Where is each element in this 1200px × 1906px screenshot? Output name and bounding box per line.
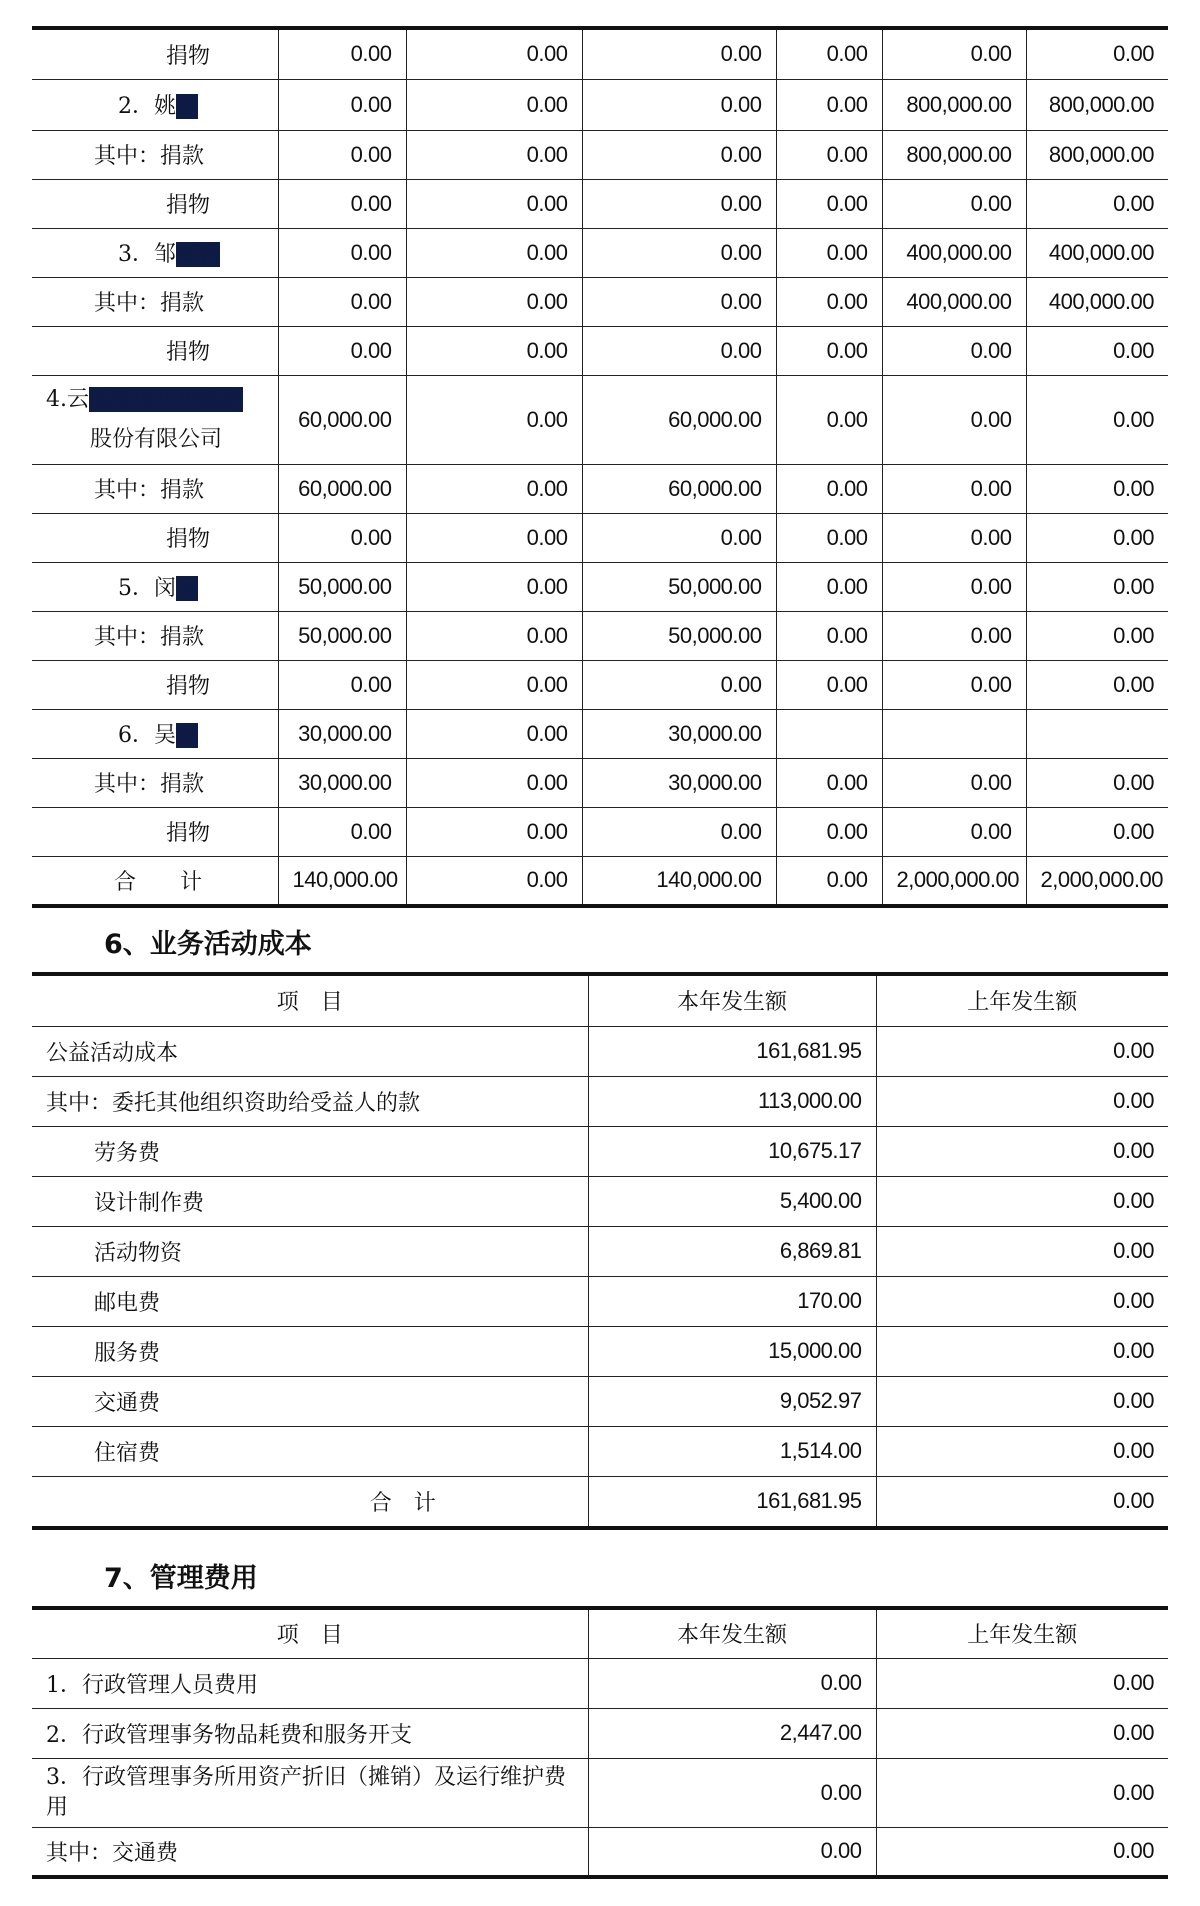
amount-cell: 0.00 <box>882 375 1026 464</box>
row-label: 捐物 <box>32 326 278 375</box>
amount-cell: 9,052.97 <box>588 1376 876 1426</box>
column-header: 项 目 <box>32 1608 588 1658</box>
amount-cell: 0.00 <box>406 562 582 611</box>
amount-cell: 0.00 <box>876 1076 1168 1126</box>
row-label: 邮电费 <box>32 1276 588 1326</box>
amount-cell: 0.00 <box>582 130 776 179</box>
row-label: 公益活动成本 <box>32 1026 588 1076</box>
amount-cell: 400,000.00 <box>882 277 1026 326</box>
amount-cell: 0.00 <box>582 28 776 79</box>
amount-cell: 170.00 <box>588 1276 876 1326</box>
amount-cell: 0.00 <box>582 277 776 326</box>
amount-cell: 0.00 <box>406 611 582 660</box>
table-row <box>32 660 1168 709</box>
amount-cell: 60,000.00 <box>582 375 776 464</box>
amount-cell: 0.00 <box>776 79 882 130</box>
amount-cell: 50,000.00 <box>582 611 776 660</box>
column-header: 上年发生额 <box>876 1608 1168 1658</box>
row-label: 捐物 <box>32 513 278 562</box>
amount-cell: 0.00 <box>882 611 1026 660</box>
table-row <box>32 228 1168 277</box>
table-row <box>32 1226 1168 1276</box>
row-label: 劳务费 <box>32 1126 588 1176</box>
amount-cell: 50,000.00 <box>278 562 406 611</box>
amount-cell: 30,000.00 <box>582 709 776 758</box>
amount-cell: 400,000.00 <box>1026 277 1168 326</box>
amount-cell: 0.00 <box>406 464 582 513</box>
amount-cell: 2,447.00 <box>588 1708 876 1758</box>
redacted-text: 南普洱丹州制药 <box>89 386 244 412</box>
amount-cell: 0.00 <box>776 375 882 464</box>
row-label: 6．吴燕 <box>32 709 278 758</box>
amount-cell: 0.00 <box>278 660 406 709</box>
amount-cell: 0.00 <box>278 326 406 375</box>
amount-cell: 0.00 <box>776 513 882 562</box>
column-header: 本年发生额 <box>588 974 876 1026</box>
column-header: 项 目 <box>32 974 588 1026</box>
row-label: 3．邹爱标 <box>32 228 278 277</box>
redacted-text: 爱标 <box>176 242 221 267</box>
row-label: 3．行政管理事务所用资产折旧（摊销）及运行维护费用 <box>32 1758 588 1827</box>
amount-cell: 0.00 <box>776 277 882 326</box>
row-label: 2．行政管理事务物品耗费和服务开支 <box>32 1708 588 1758</box>
table-row <box>32 1076 1168 1126</box>
amount-cell: 0.00 <box>406 277 582 326</box>
table-row <box>32 1758 1168 1827</box>
amount-cell: 161,681.95 <box>588 1026 876 1076</box>
amount-cell: 0.00 <box>776 660 882 709</box>
amount-cell: 60,000.00 <box>278 464 406 513</box>
amount-cell: 0.00 <box>278 130 406 179</box>
header-row <box>32 1608 1168 1658</box>
amount-cell: 0.00 <box>876 1226 1168 1276</box>
amount-cell: 0.00 <box>876 1376 1168 1426</box>
row-label: 其中：捐款 <box>32 758 278 807</box>
redacted-text: 远 <box>176 576 199 601</box>
row-label: 2．姚燕 <box>32 79 278 130</box>
amount-cell: 0.00 <box>582 513 776 562</box>
amount-cell: 0.00 <box>876 1708 1168 1758</box>
table-row <box>32 277 1168 326</box>
amount-cell: 15,000.00 <box>588 1326 876 1376</box>
table-row <box>32 1026 1168 1076</box>
column-header: 本年发生额 <box>588 1608 876 1658</box>
amount-cell: 0.00 <box>582 228 776 277</box>
amount-cell: 1,514.00 <box>588 1426 876 1476</box>
row-label: 活动物资 <box>32 1226 588 1276</box>
column-header: 上年发生额 <box>876 974 1168 1026</box>
amount-cell: 0.00 <box>1026 464 1168 513</box>
amount-cell: 0.00 <box>876 1476 1168 1528</box>
amount-cell: 0.00 <box>278 513 406 562</box>
amount-cell: 50,000.00 <box>278 611 406 660</box>
amount-cell: 0.00 <box>406 807 582 856</box>
table-row <box>32 179 1168 228</box>
row-label: 5．闵远 <box>32 562 278 611</box>
section-7-title: 7、管理费用 <box>104 1563 258 1594</box>
amount-cell: 0.00 <box>876 1326 1168 1376</box>
amount-cell: 10,675.17 <box>588 1126 876 1176</box>
table-row <box>32 28 1168 79</box>
amount-cell: 0.00 <box>1026 562 1168 611</box>
amount-cell: 0.00 <box>278 807 406 856</box>
amount-cell: 0.00 <box>588 1658 876 1708</box>
amount-cell: 0.00 <box>876 1276 1168 1326</box>
amount-cell: 0.00 <box>776 807 882 856</box>
amount-cell: 0.00 <box>882 807 1026 856</box>
amount-cell: 5,400.00 <box>588 1176 876 1226</box>
amount-cell: 0.00 <box>882 28 1026 79</box>
row-label: 1．行政管理人员费用 <box>32 1658 588 1708</box>
amount-cell: 0.00 <box>1026 28 1168 79</box>
amount-cell: 30,000.00 <box>582 758 776 807</box>
amount-cell: 0.00 <box>776 326 882 375</box>
amount-cell: 0.00 <box>406 709 582 758</box>
amount-cell: 0.00 <box>1026 375 1168 464</box>
table-row <box>32 807 1168 856</box>
amount-cell: 0.00 <box>406 513 582 562</box>
row-label: 捐物 <box>32 807 278 856</box>
header-row <box>32 974 1168 1026</box>
amount-cell: 0.00 <box>406 758 582 807</box>
table-row <box>32 1708 1168 1758</box>
table-row <box>32 1658 1168 1708</box>
table-row <box>32 1376 1168 1426</box>
row-label: 其中：捐款 <box>32 611 278 660</box>
row-label: 其中：捐款 <box>32 464 278 513</box>
table-row <box>32 562 1168 611</box>
amount-cell: 800,000.00 <box>1026 79 1168 130</box>
amount-cell: 0.00 <box>776 179 882 228</box>
amount-cell: 0.00 <box>1026 326 1168 375</box>
amount-cell: 2,000,000.00 <box>882 856 1026 906</box>
amount-cell <box>776 709 882 758</box>
table-row <box>32 130 1168 179</box>
amount-cell: 0.00 <box>406 375 582 464</box>
amount-cell <box>882 709 1026 758</box>
amount-cell: 113,000.00 <box>588 1076 876 1126</box>
table-row <box>32 856 1168 906</box>
amount-cell: 0.00 <box>776 228 882 277</box>
admin-expense-table <box>32 1606 1168 1879</box>
table-row <box>32 1176 1168 1226</box>
amount-cell: 0.00 <box>582 660 776 709</box>
amount-cell: 0.00 <box>876 1758 1168 1827</box>
amount-cell: 0.00 <box>406 28 582 79</box>
amount-cell: 60,000.00 <box>582 464 776 513</box>
amount-cell: 2,000,000.00 <box>1026 856 1168 906</box>
amount-cell: 0.00 <box>882 464 1026 513</box>
amount-cell: 800,000.00 <box>882 130 1026 179</box>
redacted-text: 燕 <box>176 723 199 748</box>
row-label: 捐物 <box>32 660 278 709</box>
amount-cell: 30,000.00 <box>278 758 406 807</box>
table-row <box>32 375 1168 464</box>
amount-cell: 0.00 <box>776 758 882 807</box>
amount-cell: 0.00 <box>406 130 582 179</box>
table-row <box>32 79 1168 130</box>
table-row <box>32 611 1168 660</box>
amount-cell: 400,000.00 <box>882 228 1026 277</box>
amount-cell: 0.00 <box>876 1026 1168 1076</box>
amount-cell: 0.00 <box>1026 758 1168 807</box>
amount-cell: 0.00 <box>588 1758 876 1827</box>
table-row <box>32 513 1168 562</box>
section-6-title: 6、业务活动成本 <box>104 929 312 960</box>
amount-cell: 161,681.95 <box>588 1476 876 1528</box>
table-row <box>32 1276 1168 1326</box>
row-label: 住宿费 <box>32 1426 588 1476</box>
amount-cell: 0.00 <box>882 513 1026 562</box>
amount-cell: 0.00 <box>582 179 776 228</box>
amount-cell: 0.00 <box>582 326 776 375</box>
amount-cell: 800,000.00 <box>1026 130 1168 179</box>
row-label: 其中：交通费 <box>32 1827 588 1877</box>
amount-cell: 0.00 <box>882 326 1026 375</box>
amount-cell: 0.00 <box>776 130 882 179</box>
amount-cell: 0.00 <box>278 179 406 228</box>
table-row <box>32 709 1168 758</box>
amount-cell: 0.00 <box>278 79 406 130</box>
amount-cell: 0.00 <box>406 326 582 375</box>
amount-cell: 0.00 <box>1026 807 1168 856</box>
amount-cell: 0.00 <box>278 277 406 326</box>
amount-cell: 30,000.00 <box>278 709 406 758</box>
table-row <box>32 1827 1168 1877</box>
amount-cell: 140,000.00 <box>278 856 406 906</box>
row-label: 设计制作费 <box>32 1176 588 1226</box>
table-row <box>32 1426 1168 1476</box>
amount-cell: 0.00 <box>776 611 882 660</box>
row-label: 4.云南普洱丹州制药 股份有限公司 <box>32 375 278 464</box>
table-row <box>32 326 1168 375</box>
row-label: 服务费 <box>32 1326 588 1376</box>
amount-cell: 0.00 <box>406 856 582 906</box>
amount-cell: 6,869.81 <box>588 1226 876 1276</box>
amount-cell: 0.00 <box>876 1658 1168 1708</box>
row-label: 捐物 <box>32 28 278 79</box>
amount-cell: 0.00 <box>278 28 406 79</box>
amount-cell: 0.00 <box>582 807 776 856</box>
amount-cell: 0.00 <box>776 464 882 513</box>
amount-cell: 0.00 <box>1026 660 1168 709</box>
amount-cell: 50,000.00 <box>582 562 776 611</box>
row-label: 合 计 <box>32 856 278 906</box>
table-row <box>32 758 1168 807</box>
redacted-text: 燕 <box>176 94 199 119</box>
amount-cell: 140,000.00 <box>582 856 776 906</box>
amount-cell: 0.00 <box>406 228 582 277</box>
amount-cell: 0.00 <box>1026 513 1168 562</box>
amount-cell: 800,000.00 <box>882 79 1026 130</box>
business-cost-table <box>32 972 1168 1530</box>
row-label: 交通费 <box>32 1376 588 1426</box>
row-label: 其中：委托其他组织资助给受益人的款 <box>32 1076 588 1126</box>
amount-cell: 400,000.00 <box>1026 228 1168 277</box>
amount-cell: 0.00 <box>776 856 882 906</box>
amount-cell: 0.00 <box>882 562 1026 611</box>
amount-cell: 0.00 <box>876 1176 1168 1226</box>
amount-cell: 0.00 <box>882 179 1026 228</box>
donation-detail-table <box>32 26 1168 908</box>
table-row <box>32 1126 1168 1176</box>
table-row <box>32 1476 1168 1528</box>
amount-cell: 0.00 <box>1026 179 1168 228</box>
amount-cell: 0.00 <box>876 1126 1168 1176</box>
amount-cell: 0.00 <box>1026 611 1168 660</box>
amount-cell: 0.00 <box>278 228 406 277</box>
table-row <box>32 1326 1168 1376</box>
amount-cell: 0.00 <box>406 660 582 709</box>
amount-cell: 0.00 <box>876 1426 1168 1476</box>
amount-cell: 0.00 <box>882 660 1026 709</box>
amount-cell: 0.00 <box>776 28 882 79</box>
amount-cell: 0.00 <box>882 758 1026 807</box>
amount-cell: 0.00 <box>406 179 582 228</box>
row-label: 其中：捐款 <box>32 130 278 179</box>
row-label: 合 计 <box>32 1476 588 1528</box>
amount-cell <box>1026 709 1168 758</box>
amount-cell: 0.00 <box>406 79 582 130</box>
row-label: 捐物 <box>32 179 278 228</box>
table-row <box>32 464 1168 513</box>
amount-cell: 0.00 <box>876 1827 1168 1877</box>
amount-cell: 0.00 <box>582 79 776 130</box>
amount-cell: 0.00 <box>776 562 882 611</box>
amount-cell: 0.00 <box>588 1827 876 1877</box>
row-label: 其中：捐款 <box>32 277 278 326</box>
amount-cell: 60,000.00 <box>278 375 406 464</box>
